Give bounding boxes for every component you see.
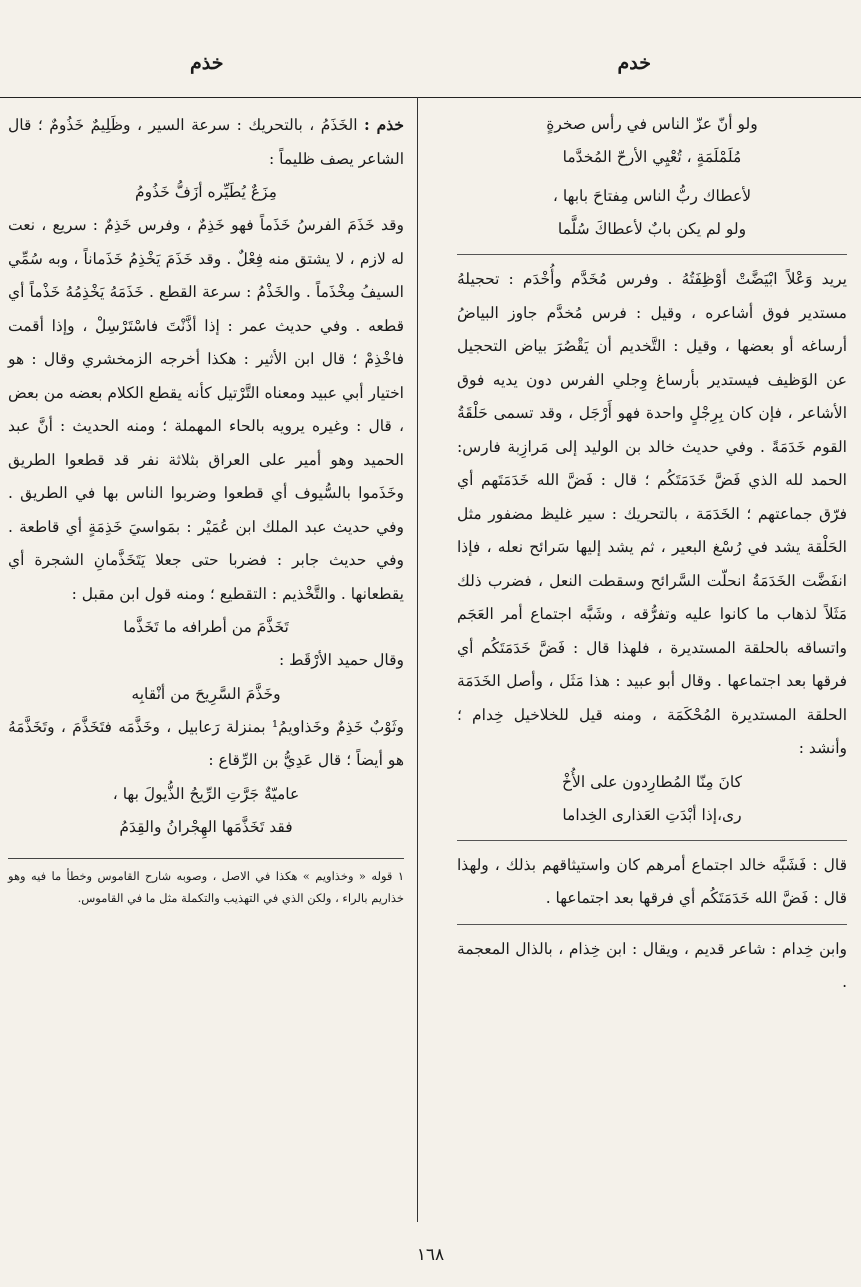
verse-line: ولو لم يكن بابٌ لأعطاكَ سُلَّما — [557, 220, 747, 238]
verse-line: وخَذَّمَ السَّرِيحَ من أنْقابِه — [131, 684, 281, 703]
page-number: ١٦٨ — [416, 1245, 445, 1265]
entry-text: الخَذَمُ ، بالتحريك : سرعة السير ، وظَلِيمٌ خَذُومٌ ؛ قال الشاعر يصف ظليماً : — [8, 116, 404, 168]
verse-block — [8, 778, 404, 844]
paragraph: وابن خِدام : شاعر قديم ، ويقال : ابن خِذام ، بالذال المعجمة . — [457, 939, 847, 991]
paragraph: يريد وَعْلاً ابْيَضَّتْ أوْظِفَتُهُ . وفرس مُخَدَّم وأُخْدَم : تحجيلهُ مستدير فوق أشاعره ، وقيل : فرس مُخدَّم جاوز البياضُ أرساغه أو بعضها ، وقيل : التَّخديم أن يَقْصُرَ بياض التحجيل عن الوَظيف فيستدير بأرساغ وِجلي الفرس دون يديه فوق الأشاعر ، فإن كان بِرِجْلٍ واحدة فهو أَرْجَل ، وقد تسمى حَلْقَةُ القوم خَدَمَةً . وفي حديث خالد بن الوليد إلى مَرازِبة فارس: الحمد لله الذي فَضَّ خَدَمَتَكُم ؛ قال : فَضَّ الله خَدَمَتَهم أي فرّق جماعتهم ؛ الخَدَمَة ، بالتحريك : سير غليظ مضفور مثل الحَلْقة يشد في رُسْغ البعير ، ثم يشد إليها سَرائح نعله ، فإذا انفَضَّت الخَدَمَةُ انحلّت السَّرائح وسقطت النعل ، فضرب ذلك مَثَلاً لذهاب ما كانوا عليه وتفرُّقه ، وشَبَّه اجتماع أمر العَجَم واتساقه بالحلقة المستديرة ، فلهذا قال : فَضَّ خَدَمَتَكُم أي فرقها بعد اجتماعها . وقال أبو عبيد : هذا مَثَل ، وأصل الخَدَمَة الحلقة المستديرة المُحْكَمَة ، ومنه قيل للخلاخيل خِدام ؛ وأنشد : — [457, 270, 847, 757]
verse-line: لأعطاك ربُّ الناس مِفتاحَ بابها ، — [552, 187, 752, 205]
footnote: ١ قوله « وخذاويم » هكذا في الاصل ، وصوبه شارح القاموس وخطأ ما فيه وهو خذاريم بالراء ، ولكن الذي في التهذيب والتكملة مثل ما في القاموس. — [8, 868, 404, 905]
verse-line: مُلَمْلَمَةٍ ، تُعْيِي الأرحّ المُخدَّما — [562, 148, 742, 166]
verse-block — [457, 766, 847, 832]
verse-line: كانَ مِنّا المُطارِدون على الأُخْ — [561, 772, 743, 791]
paragraph-rule — [457, 840, 847, 841]
paragraph: وقد خَذَمَ الفرسُ خَذَماً فهو خَذِمٌ ، وفرس خَذِمٌ : سريع ، نعت له لازم ، لا يشتق منه فِعْلٌ . وقد خَذَمَ يَخْذِمُ خَذَماناً ، وبه سُمِّي السيفُ مِخْذَماً . والخَذْمُ : سرعة القطع . خَذَمَهُ يَخْذِمُهُ خَذْماً أي قطعه . وفي حديث عمر : إذا أذَّنْتَ فاسْتَرْسِلْ ، وإذا أقمت فاخْذِمْ ؛ قال ابن الأثير : هكذا أخرجه الزمخشري وقال : هو اختيار أبي عبيد ومعناه التَّرْتيل كأنه يقطع الكلام بعضه من بعض ، قال : وغيره يرويه بالحاء المهملة ؛ ومنه الحديث : أنَّ عبد الحميد وهو أمير على العراق بثلاثة نفر قد قطعوا الطريق وخَذَموا بالسُّيوف أي قطعوا وضربوا الناس بها في الطريق . وفي حديث عبد الملك ابن عُمَيْر : بمَواسيَ خَذِمَةٍ أي قاطعة . وفي حديث جابر : فضربا حتى جعلا يَتَخَذَّمانِ الشجرة أي يقطعانها . والتَّخْذيم : التقطيع ؛ ومنه قول ابن مقبل : — [8, 216, 404, 603]
running-head-right: خدم — [617, 52, 651, 74]
footnote-rule — [8, 858, 404, 859]
verse-line: مِزَعٌ يُطَيِّره أزَفُّ خَذُومُ — [135, 183, 277, 201]
paragraph: قال : فَشَبَّه خالد اجتماع أمرهم كان واستيثاقهم بذلك ، ولهذا قال : فَضَّ الله خَدَمَتَكُم أي فرقها بعد اجتماعها . — [457, 855, 847, 907]
entry-headword: خذم : — [364, 115, 404, 134]
paragraph: وثَوْبٌ خَذِمٌ وخَذاويمُ¹ بمنزلة رَعابيل ، وخَذَّمَه فتَخَذَّمَ ، وتَخَذَّمَهُ هو أيضاً ؛ قال عَدِيُّ بن الرِّقاع : — [8, 717, 404, 769]
paragraph: وقال حميد الأرْقَط : — [279, 651, 404, 669]
paragraph-rule — [457, 924, 847, 925]
verse-line: تَخَذَّمَ من أطرافه ما تَخَذَّما — [123, 618, 289, 636]
running-head-left: خذم — [190, 52, 224, 74]
verse-line: فقد تَخَذَّمَها الهِجْرانُ والقِدَمُ — [119, 817, 293, 836]
column-separator — [417, 97, 418, 1222]
verse-block — [457, 108, 847, 174]
verse-line: رى،إذا أبْدَتِ العَذارى الخِداما — [562, 805, 742, 824]
paragraph-rule — [457, 254, 847, 255]
left-column — [8, 108, 404, 909]
verse-block — [457, 180, 847, 246]
verse-line: عاميّةٌ جَرَّتِ الرِّيحُ الذُّيولَ بها ، — [112, 784, 300, 803]
right-column — [457, 108, 847, 1000]
verse-line: ولو أنّ عزّ الناس في رأس صخرةٍ — [546, 115, 758, 133]
header-rule — [0, 97, 861, 98]
entry-paragraph — [8, 108, 404, 176]
